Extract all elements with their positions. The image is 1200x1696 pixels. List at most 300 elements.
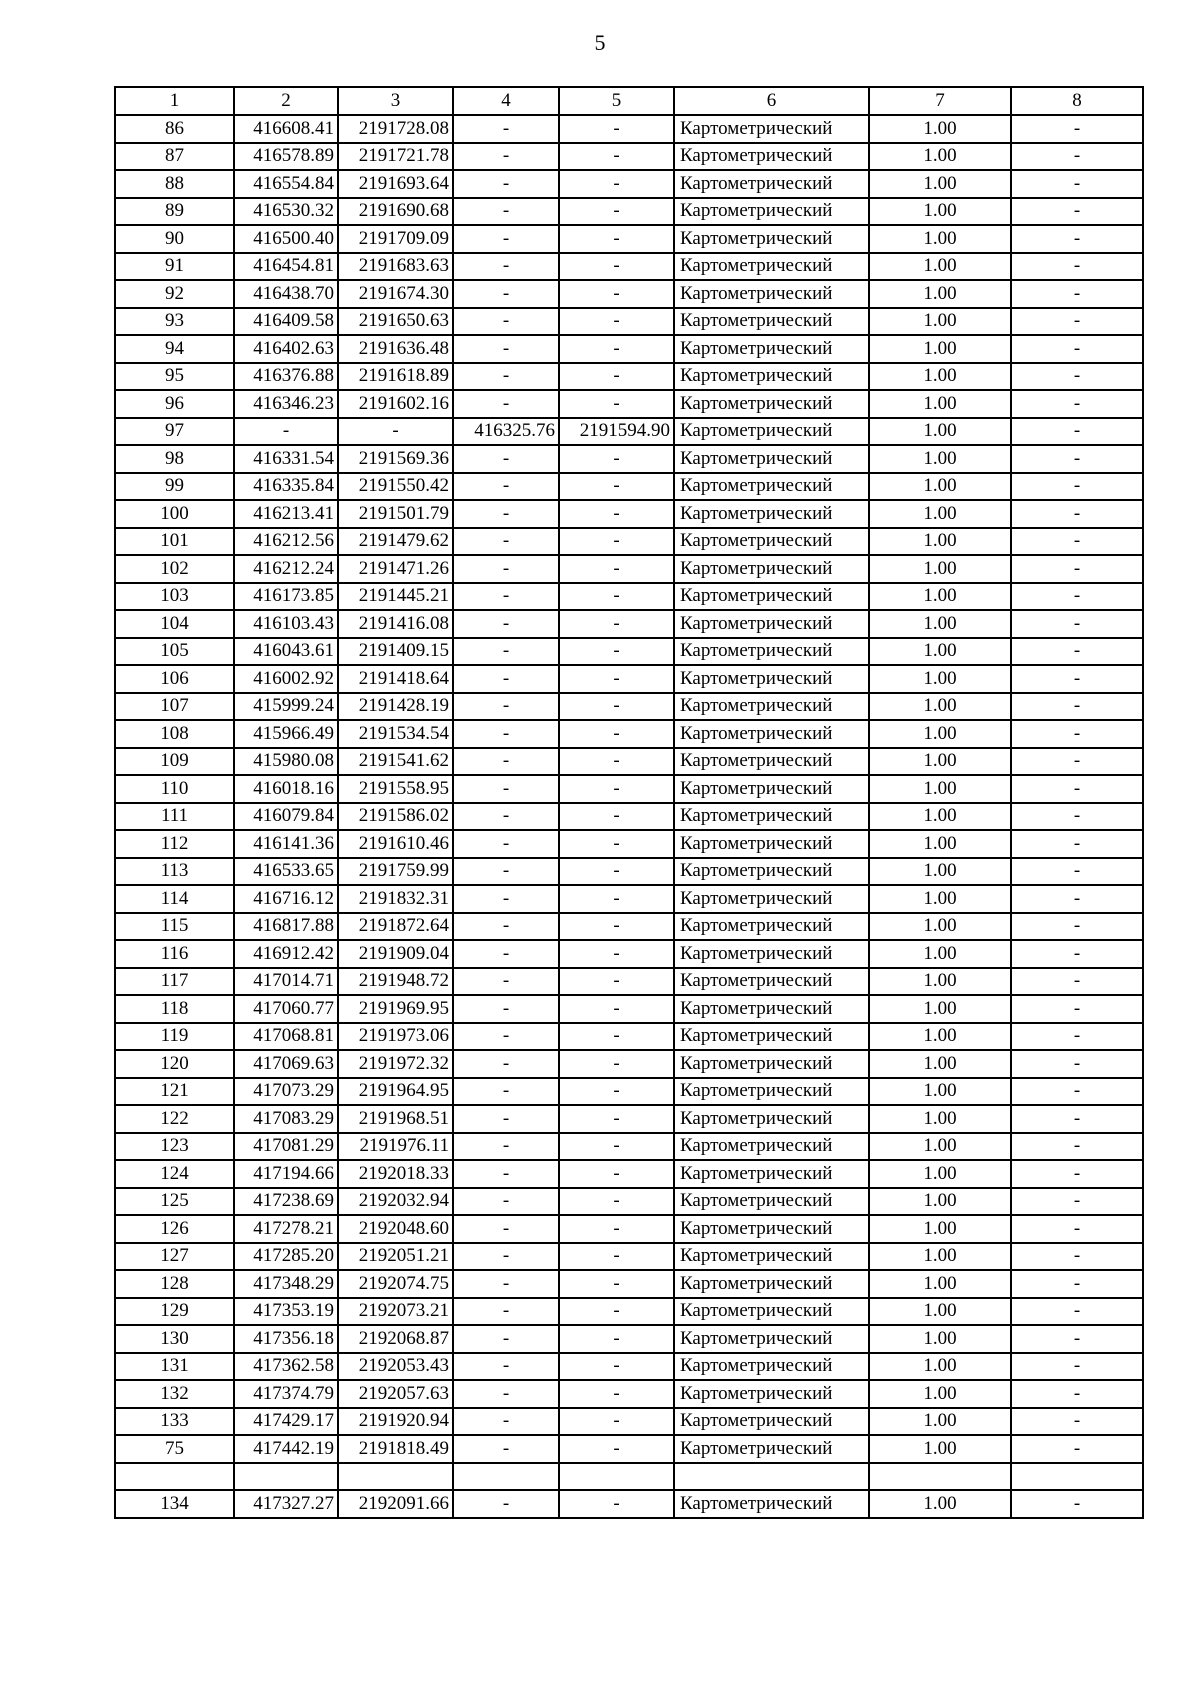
x-coordinate-cell: 417429.17: [234, 1408, 338, 1436]
table-row: [115, 665, 1143, 693]
accuracy-cell: 1.00: [869, 143, 1011, 171]
accuracy-cell: 1.00: [869, 858, 1011, 886]
point-number-cell: 87: [115, 143, 234, 171]
point-number-cell: 98: [115, 445, 234, 473]
y-new-cell: -: [559, 665, 674, 693]
description-cell: -: [1011, 363, 1143, 391]
method-cell: Картометрический: [674, 1298, 869, 1326]
method-cell: Картометрический: [674, 748, 869, 776]
y-new-cell: -: [559, 803, 674, 831]
x-new-cell: -: [453, 803, 559, 831]
accuracy-cell: 1.00: [869, 418, 1011, 446]
x-coordinate-cell: 415980.08: [234, 748, 338, 776]
description-cell: -: [1011, 775, 1143, 803]
method-cell: Картометрический: [674, 1105, 869, 1133]
y-new-cell: -: [559, 995, 674, 1023]
point-number-cell: 116: [115, 940, 234, 968]
method-cell: Картометрический: [674, 1160, 869, 1188]
method-cell: Картометрический: [674, 610, 869, 638]
y-coordinate-cell: 2191728.08: [338, 115, 453, 143]
description-cell: -: [1011, 830, 1143, 858]
y-coordinate-cell: 2191602.16: [338, 390, 453, 418]
x-new-cell: -: [453, 500, 559, 528]
x-new-cell: -: [453, 280, 559, 308]
x-new-cell: -: [453, 143, 559, 171]
accuracy-cell: 1.00: [869, 445, 1011, 473]
y-new-cell: -: [559, 720, 674, 748]
accuracy-cell: 1.00: [869, 308, 1011, 336]
method-cell: Картометрический: [674, 363, 869, 391]
table-row: [115, 1380, 1143, 1408]
table-row: [115, 1023, 1143, 1051]
point-number-cell: 94: [115, 335, 234, 363]
x-new-cell: -: [453, 555, 559, 583]
x-new-cell: -: [453, 253, 559, 281]
method-cell: Картометрический: [674, 693, 869, 721]
table-row: [115, 1188, 1143, 1216]
y-new-cell: -: [559, 693, 674, 721]
table-row: [115, 253, 1143, 281]
y-coordinate-cell: 2191534.54: [338, 720, 453, 748]
x-new-cell: 416325.76: [453, 418, 559, 446]
x-coordinate-cell: 416079.84: [234, 803, 338, 831]
y-new-cell: -: [559, 115, 674, 143]
x-coordinate-cell: 416002.92: [234, 665, 338, 693]
accuracy-cell: 1.00: [869, 335, 1011, 363]
y-new-cell: -: [559, 308, 674, 336]
accuracy-cell: 1.00: [869, 1160, 1011, 1188]
y-new-cell: -: [559, 1023, 674, 1051]
x-coordinate-cell: 416454.81: [234, 253, 338, 281]
point-number-cell: 86: [115, 115, 234, 143]
y-new-cell: 2191594.90: [559, 418, 674, 446]
y-coordinate-cell: 2192032.94: [338, 1188, 453, 1216]
accuracy-cell: 1.00: [869, 1408, 1011, 1436]
description-cell: -: [1011, 473, 1143, 501]
y-new-cell: -: [559, 885, 674, 913]
x-new-cell: -: [453, 720, 559, 748]
table-row: [115, 1298, 1143, 1326]
accuracy-cell: 1.00: [869, 198, 1011, 226]
x-coordinate-cell: 417278.21: [234, 1215, 338, 1243]
x-coordinate-cell: 416530.32: [234, 198, 338, 226]
x-coordinate-cell: 417081.29: [234, 1133, 338, 1161]
point-number-cell: 118: [115, 995, 234, 1023]
description-cell: -: [1011, 1353, 1143, 1381]
table-row: [115, 528, 1143, 556]
point-number-cell: 111: [115, 803, 234, 831]
accuracy-cell: 1.00: [869, 638, 1011, 666]
description-cell: -: [1011, 500, 1143, 528]
description-cell: -: [1011, 1160, 1143, 1188]
table-row: [115, 720, 1143, 748]
y-coordinate-cell: 2191721.78: [338, 143, 453, 171]
description-cell: -: [1011, 968, 1143, 996]
table-row: [115, 308, 1143, 336]
method-cell: Картометрический: [674, 1408, 869, 1436]
y-new-cell: -: [559, 1050, 674, 1078]
method-cell: Картометрический: [674, 1215, 869, 1243]
accuracy-cell: [869, 1463, 1011, 1491]
x-new-cell: -: [453, 1270, 559, 1298]
y-coordinate-cell: 2191969.95: [338, 995, 453, 1023]
x-coordinate-cell: 417194.66: [234, 1160, 338, 1188]
x-new-cell: -: [453, 913, 559, 941]
table-row: [115, 363, 1143, 391]
x-coordinate-cell: 416817.88: [234, 913, 338, 941]
method-cell: Картометрический: [674, 803, 869, 831]
x-coordinate-cell: 417348.29: [234, 1270, 338, 1298]
accuracy-cell: 1.00: [869, 1435, 1011, 1463]
table-row: [115, 748, 1143, 776]
method-cell: Картометрический: [674, 1243, 869, 1271]
x-new-cell: -: [453, 638, 559, 666]
point-number-cell: 109: [115, 748, 234, 776]
accuracy-cell: 1.00: [869, 830, 1011, 858]
x-new-cell: -: [453, 308, 559, 336]
description-cell: -: [1011, 280, 1143, 308]
accuracy-cell: 1.00: [869, 1380, 1011, 1408]
y-new-cell: -: [559, 390, 674, 418]
point-number-cell: 126: [115, 1215, 234, 1243]
method-cell: Картометрический: [674, 308, 869, 336]
y-new-cell: -: [559, 473, 674, 501]
table-row: [115, 143, 1143, 171]
x-new-cell: -: [453, 1435, 559, 1463]
accuracy-cell: 1.00: [869, 1188, 1011, 1216]
table-row: [115, 913, 1143, 941]
x-new-cell: -: [453, 583, 559, 611]
point-number-cell: 120: [115, 1050, 234, 1078]
description-cell: -: [1011, 418, 1143, 446]
method-cell: Картометрический: [674, 225, 869, 253]
x-coordinate-cell: 416103.43: [234, 610, 338, 638]
table-body: [115, 87, 1143, 1518]
x-new-cell: -: [453, 1490, 559, 1518]
method-cell: Картометрический: [674, 1188, 869, 1216]
accuracy-cell: 1.00: [869, 1325, 1011, 1353]
y-new-cell: -: [559, 445, 674, 473]
y-coordinate-cell: 2191683.63: [338, 253, 453, 281]
x-coordinate-cell: -: [234, 418, 338, 446]
y-coordinate-cell: 2191471.26: [338, 555, 453, 583]
description-cell: -: [1011, 803, 1143, 831]
table-row: [115, 638, 1143, 666]
method-cell: Картометрический: [674, 1353, 869, 1381]
accuracy-cell: 1.00: [869, 583, 1011, 611]
x-new-cell: -: [453, 225, 559, 253]
x-coordinate-cell: 416213.41: [234, 500, 338, 528]
y-coordinate-cell: 2191818.49: [338, 1435, 453, 1463]
accuracy-cell: 1.00: [869, 913, 1011, 941]
y-new-cell: -: [559, 1133, 674, 1161]
x-coordinate-cell: 417069.63: [234, 1050, 338, 1078]
description-cell: -: [1011, 253, 1143, 281]
accuracy-cell: 1.00: [869, 940, 1011, 968]
description-cell: -: [1011, 1188, 1143, 1216]
table-row: [115, 1270, 1143, 1298]
description-cell: -: [1011, 445, 1143, 473]
description-cell: -: [1011, 198, 1143, 226]
x-coordinate-cell: 416335.84: [234, 473, 338, 501]
point-number-cell: 106: [115, 665, 234, 693]
y-new-cell: -: [559, 1243, 674, 1271]
method-cell: Картометрический: [674, 665, 869, 693]
y-new-cell: -: [559, 1078, 674, 1106]
y-coordinate-cell: 2191428.19: [338, 693, 453, 721]
table-row: [115, 1490, 1143, 1518]
x-coordinate-cell: 417285.20: [234, 1243, 338, 1271]
accuracy-cell: 1.00: [869, 1490, 1011, 1518]
method-cell: Картометрический: [674, 1078, 869, 1106]
description-cell: -: [1011, 335, 1143, 363]
accuracy-cell: 1.00: [869, 1105, 1011, 1133]
description-cell: -: [1011, 170, 1143, 198]
x-coordinate-cell: 416912.42: [234, 940, 338, 968]
table-row: [115, 830, 1143, 858]
accuracy-cell: 1.00: [869, 1050, 1011, 1078]
table-row: [115, 280, 1143, 308]
y-coordinate-cell: 2192091.66: [338, 1490, 453, 1518]
y-coordinate-cell: [338, 1463, 453, 1491]
accuracy-cell: 1.00: [869, 1078, 1011, 1106]
y-new-cell: -: [559, 143, 674, 171]
x-new-cell: -: [453, 1078, 559, 1106]
point-number-cell: 110: [115, 775, 234, 803]
x-coordinate-cell: 416409.58: [234, 308, 338, 336]
y-new-cell: -: [559, 170, 674, 198]
method-cell: Картометрический: [674, 170, 869, 198]
method-cell: Картометрический: [674, 1380, 869, 1408]
table-row: [115, 115, 1143, 143]
description-cell: -: [1011, 1105, 1143, 1133]
method-cell: Картометрический: [674, 143, 869, 171]
x-new-cell: -: [453, 363, 559, 391]
point-number-cell: 128: [115, 1270, 234, 1298]
y-new-cell: -: [559, 830, 674, 858]
point-number-cell: 100: [115, 500, 234, 528]
y-coordinate-cell: 2191418.64: [338, 665, 453, 693]
accuracy-cell: 1.00: [869, 665, 1011, 693]
method-cell: Картометрический: [674, 280, 869, 308]
x-coordinate-cell: 416578.89: [234, 143, 338, 171]
description-cell: -: [1011, 308, 1143, 336]
x-new-cell: -: [453, 1105, 559, 1133]
point-number-cell: 88: [115, 170, 234, 198]
point-number-cell: 130: [115, 1325, 234, 1353]
x-coordinate-cell: 417356.18: [234, 1325, 338, 1353]
x-new-cell: -: [453, 885, 559, 913]
table-row: [115, 445, 1143, 473]
accuracy-cell: 1.00: [869, 1215, 1011, 1243]
x-new-cell: -: [453, 1133, 559, 1161]
x-coordinate-cell: 417327.27: [234, 1490, 338, 1518]
x-new-cell: -: [453, 610, 559, 638]
x-new-cell: -: [453, 1325, 559, 1353]
method-cell: Картометрический: [674, 1133, 869, 1161]
x-coordinate-cell: 416212.56: [234, 528, 338, 556]
method-cell: Картометрический: [674, 775, 869, 803]
method-cell: Картометрический: [674, 445, 869, 473]
y-new-cell: -: [559, 500, 674, 528]
method-cell: Картометрический: [674, 1490, 869, 1518]
x-new-cell: -: [453, 1215, 559, 1243]
point-number-cell: 108: [115, 720, 234, 748]
x-coordinate-cell: 416376.88: [234, 363, 338, 391]
point-number-cell: 95: [115, 363, 234, 391]
table-row: [115, 418, 1143, 446]
y-coordinate-cell: 2191964.95: [338, 1078, 453, 1106]
x-new-cell: -: [453, 445, 559, 473]
y-coordinate-cell: 2191972.32: [338, 1050, 453, 1078]
y-coordinate-cell: 2191709.09: [338, 225, 453, 253]
y-new-cell: -: [559, 858, 674, 886]
description-cell: -: [1011, 940, 1143, 968]
x-new-cell: -: [453, 335, 559, 363]
x-new-cell: -: [453, 775, 559, 803]
description-cell: -: [1011, 583, 1143, 611]
y-new-cell: [559, 1463, 674, 1491]
header-cell: 3: [338, 87, 453, 115]
y-coordinate-cell: 2191909.04: [338, 940, 453, 968]
y-coordinate-cell: 2191968.51: [338, 1105, 453, 1133]
point-number-cell: 105: [115, 638, 234, 666]
accuracy-cell: 1.00: [869, 720, 1011, 748]
description-cell: -: [1011, 390, 1143, 418]
accuracy-cell: 1.00: [869, 115, 1011, 143]
y-new-cell: -: [559, 775, 674, 803]
x-new-cell: -: [453, 1050, 559, 1078]
x-new-cell: -: [453, 528, 559, 556]
y-new-cell: -: [559, 1215, 674, 1243]
description-cell: -: [1011, 143, 1143, 171]
description-cell: -: [1011, 1490, 1143, 1518]
accuracy-cell: 1.00: [869, 1133, 1011, 1161]
x-coordinate-cell: 417353.19: [234, 1298, 338, 1326]
y-new-cell: -: [559, 1325, 674, 1353]
method-cell: Картометрический: [674, 995, 869, 1023]
table-row: [115, 335, 1143, 363]
x-coordinate-cell: 417362.58: [234, 1353, 338, 1381]
y-coordinate-cell: 2191550.42: [338, 473, 453, 501]
x-coordinate-cell: 417068.81: [234, 1023, 338, 1051]
x-coordinate-cell: 416500.40: [234, 225, 338, 253]
point-number-cell: 112: [115, 830, 234, 858]
accuracy-cell: 1.00: [869, 253, 1011, 281]
table-row: [115, 473, 1143, 501]
description-cell: -: [1011, 1023, 1143, 1051]
table-row: [115, 390, 1143, 418]
description-cell: -: [1011, 115, 1143, 143]
point-number-cell: 121: [115, 1078, 234, 1106]
y-new-cell: -: [559, 968, 674, 996]
point-number-cell: 114: [115, 885, 234, 913]
y-coordinate-cell: 2191976.11: [338, 1133, 453, 1161]
table-row: [115, 1353, 1143, 1381]
accuracy-cell: 1.00: [869, 225, 1011, 253]
y-new-cell: -: [559, 583, 674, 611]
x-coordinate-cell: 416533.65: [234, 858, 338, 886]
description-cell: -: [1011, 1325, 1143, 1353]
description-cell: -: [1011, 720, 1143, 748]
x-new-cell: -: [453, 968, 559, 996]
table-row: [115, 1325, 1143, 1353]
x-new-cell: -: [453, 1380, 559, 1408]
header-cell: 2: [234, 87, 338, 115]
y-coordinate-cell: 2191832.31: [338, 885, 453, 913]
table-row: [115, 858, 1143, 886]
method-cell: Картометрический: [674, 638, 869, 666]
y-new-cell: -: [559, 1353, 674, 1381]
method-cell: Картометрический: [674, 528, 869, 556]
method-cell: Картометрический: [674, 198, 869, 226]
description-cell: -: [1011, 1380, 1143, 1408]
accuracy-cell: 1.00: [869, 775, 1011, 803]
table-row: [115, 885, 1143, 913]
method-cell: Картометрический: [674, 885, 869, 913]
x-new-cell: -: [453, 198, 559, 226]
method-cell: Картометрический: [674, 500, 869, 528]
table-row: [115, 1050, 1143, 1078]
method-cell: Картометрический: [674, 1050, 869, 1078]
y-new-cell: -: [559, 940, 674, 968]
accuracy-cell: 1.00: [869, 528, 1011, 556]
y-coordinate-cell: 2191569.36: [338, 445, 453, 473]
point-number-cell: 133: [115, 1408, 234, 1436]
table-row: [115, 968, 1143, 996]
description-cell: -: [1011, 1133, 1143, 1161]
y-coordinate-cell: 2191610.46: [338, 830, 453, 858]
point-number-cell: 131: [115, 1353, 234, 1381]
table-header-row: [115, 87, 1143, 115]
description-cell: -: [1011, 555, 1143, 583]
x-coordinate-cell: 417083.29: [234, 1105, 338, 1133]
table-row: [115, 1215, 1143, 1243]
table-row: [115, 803, 1143, 831]
x-coordinate-cell: 416554.84: [234, 170, 338, 198]
y-coordinate-cell: 2192074.75: [338, 1270, 453, 1298]
x-coordinate-cell: [234, 1463, 338, 1491]
description-cell: -: [1011, 1435, 1143, 1463]
header-cell: 5: [559, 87, 674, 115]
y-coordinate-cell: 2192068.87: [338, 1325, 453, 1353]
method-cell: Картометрический: [674, 335, 869, 363]
description-cell: -: [1011, 1408, 1143, 1436]
point-number-cell: 93: [115, 308, 234, 336]
y-new-cell: -: [559, 748, 674, 776]
x-coordinate-cell: 416608.41: [234, 115, 338, 143]
y-coordinate-cell: 2191586.02: [338, 803, 453, 831]
x-coordinate-cell: 417238.69: [234, 1188, 338, 1216]
accuracy-cell: 1.00: [869, 968, 1011, 996]
y-new-cell: -: [559, 1490, 674, 1518]
y-new-cell: -: [559, 555, 674, 583]
x-coordinate-cell: 417073.29: [234, 1078, 338, 1106]
y-new-cell: -: [559, 1160, 674, 1188]
y-coordinate-cell: 2191650.63: [338, 308, 453, 336]
description-cell: -: [1011, 748, 1143, 776]
description-cell: -: [1011, 1243, 1143, 1271]
y-new-cell: -: [559, 1298, 674, 1326]
y-new-cell: -: [559, 225, 674, 253]
x-new-cell: -: [453, 1353, 559, 1381]
accuracy-cell: 1.00: [869, 1243, 1011, 1271]
x-new-cell: -: [453, 1243, 559, 1271]
description-cell: [1011, 1463, 1143, 1491]
accuracy-cell: 1.00: [869, 170, 1011, 198]
table-row: [115, 1160, 1143, 1188]
x-new-cell: -: [453, 1023, 559, 1051]
